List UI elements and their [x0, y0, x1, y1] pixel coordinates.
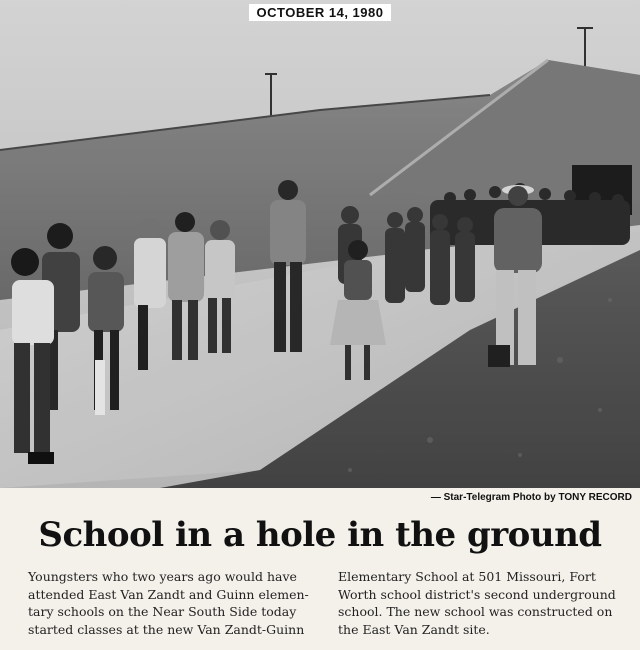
photo-credit-prefix: — Star-Telegram Photo by — [430, 492, 556, 503]
caption-line: Worth school district's second underground — [338, 586, 616, 602]
caption-line: attended East Van Zandt and Guinn elemen- — [28, 586, 309, 602]
caption-line: tary schools on the Near South Side today — [28, 604, 297, 619]
photo-credit — [431, 492, 632, 503]
caption-line: the East Van Zandt site. — [338, 621, 490, 637]
caption-column-2 — [338, 568, 628, 638]
caption-column-1 — [28, 568, 318, 638]
date-tag — [0, 2, 640, 21]
caption — [28, 568, 628, 638]
headline: School in a hole in the ground — [38, 515, 602, 555]
caption-line: Youngsters who two years ago would have — [28, 569, 297, 584]
caption-line: Elementary School at 501 Missouri, Fort — [338, 569, 596, 584]
caption-line: school. The new school was constructed on — [338, 604, 613, 619]
photo-credit-name: TONY RECORD — [558, 492, 632, 503]
caption-line: started classes at the new Van Zandt-Guinn — [28, 621, 305, 637]
date-tag-text: OCTOBER 14, 1980 — [249, 4, 392, 21]
